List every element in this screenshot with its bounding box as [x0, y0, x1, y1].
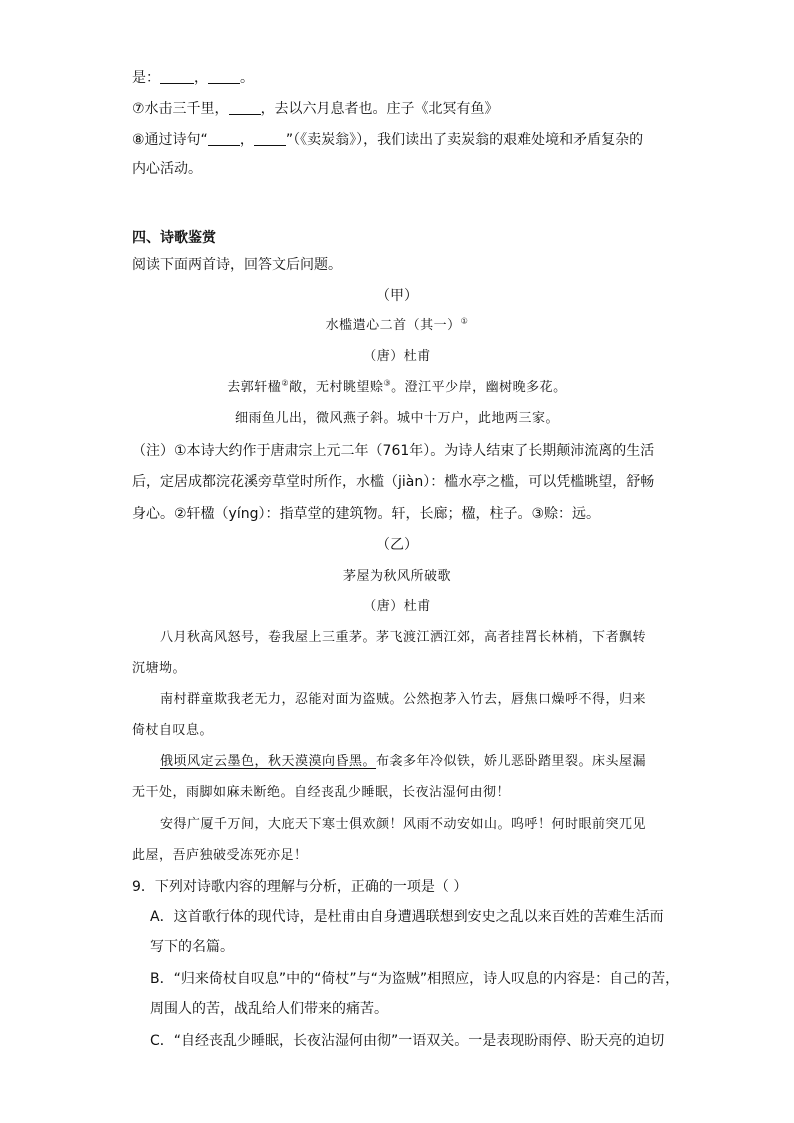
poem-yi-title: 茅屋为秋风所破歌 — [342, 569, 451, 584]
footnote-marker: ③ — [383, 378, 392, 388]
answer-blank[interactable] — [208, 131, 240, 146]
poem-yi-line: 无干处，雨脚如麻未断绝。自经丧乱少睡眠，长夜沾湿何由彻！ — [132, 785, 511, 800]
answer-blank[interactable] — [208, 69, 240, 84]
poem-yi-line: 俄顷风定云墨色，秋天漠漠向昏黑。布衾多年冷似铁，娇儿恶卧踏里裂。床头屋漏 — [160, 754, 647, 769]
note-line: 身心。②轩楹（yíng）：指草堂的建筑物。轩，长廊；楹，柱子。③赊：远。 — [132, 506, 601, 522]
answer-blank[interactable] — [160, 69, 194, 84]
poem-yi-line: 沉塘坳。 — [132, 661, 187, 676]
poem-yi-line: 安得广厦千万间，大庇天下寒士俱欢颜！风雨不动安如山。呜呼！何时眼前突兀见 — [160, 817, 647, 832]
fill-line-7: ⑦水击三千里， ，去以六月息者也。庄子《北冥有鱼》 — [132, 101, 499, 117]
answer-blank[interactable] — [229, 100, 261, 115]
fill-line-8-cont: 内心活动。 — [132, 161, 202, 177]
option-b-cont: 周围人的苦，战乱给人们带来的痛苦。 — [150, 1001, 388, 1017]
section-intro: 阅读下面两首诗，回答文后问题。 — [132, 257, 342, 273]
poem-jia-line-1: 去郭轩楹②敞，无村眺望赊③。澄江平少岸，幽树晚多花。 — [227, 378, 567, 395]
poem-jia-title: 水槛遣心二首（其一）① — [325, 316, 469, 333]
poem-jia-line-2: 细雨鱼儿出，微风燕子斜。城中十万户，此地两三家。 — [234, 411, 559, 426]
poem-yi-line: 南村群童欺我老无力，忍能对面为盗贼。公然抱茅入竹去，唇焦口燥呼不得，归来 — [160, 692, 647, 707]
question-stem: 9．下列对诗歌内容的理解与分析，正确的一项是（ ） — [132, 879, 468, 895]
note-line: 后，定居成都浣花溪旁草堂时所作，水槛（jiàn）：槛水亭之槛，可以凭槛眺望，舒畅 — [132, 474, 655, 490]
option-b[interactable]: B．“归来倚杖自叹息”中的“倚杖”与“为盗贼”相照应，诗人叹息的内容是：自己的苦， — [150, 971, 680, 987]
footnote-marker: ② — [281, 378, 289, 388]
option-a-cont: 写下的名篇。 — [150, 939, 234, 955]
poem-yi-label: （乙） — [376, 537, 418, 553]
poem-yi-line: 八月秋高风怒号，卷我屋上三重茅。茅飞渡江洒江郊，高者挂罥长林梢，下者飘转 — [160, 630, 647, 645]
section-heading: 四、诗歌鉴赏 — [132, 230, 216, 246]
poem-jia-label: （甲） — [376, 288, 418, 304]
poem-jia-author: （唐）杜甫 — [363, 349, 431, 364]
option-a[interactable]: A．这首歌行体的现代诗，是杜甫由自身遭遇联想到安史之乱以来百姓的苦难生活而 — [150, 909, 664, 925]
underlined-phrase: 俄顷风定云墨色，秋天漠漠向昏黑。 — [160, 754, 377, 769]
poem-yi-line: 此屋，吾庐独破受冻死亦足！ — [132, 848, 308, 863]
note-line: （注）①本诗大约作于唐肃宗上元二年（761年）。为诗人结束了长期颠沛流离的生活 — [132, 443, 655, 459]
fill-line-8: ⑧通过诗句“ ， ”（《卖炭翁》），我们读出了卖炭翁的艰难处境和矛盾复杂的 — [132, 132, 644, 148]
footnote-marker: ① — [460, 316, 469, 326]
poem-yi-line: 倚杖自叹息。 — [132, 723, 214, 738]
answer-blank[interactable] — [254, 131, 286, 146]
option-c[interactable]: C．“自经丧乱少睡眠，长夜沾湿何由彻”一语双关。一是表现盼雨停、盼天亮的迫切 — [150, 1033, 665, 1049]
fill-line-1: 是： ， 。 — [132, 70, 254, 86]
poem-yi-author: （唐）杜甫 — [363, 599, 431, 614]
